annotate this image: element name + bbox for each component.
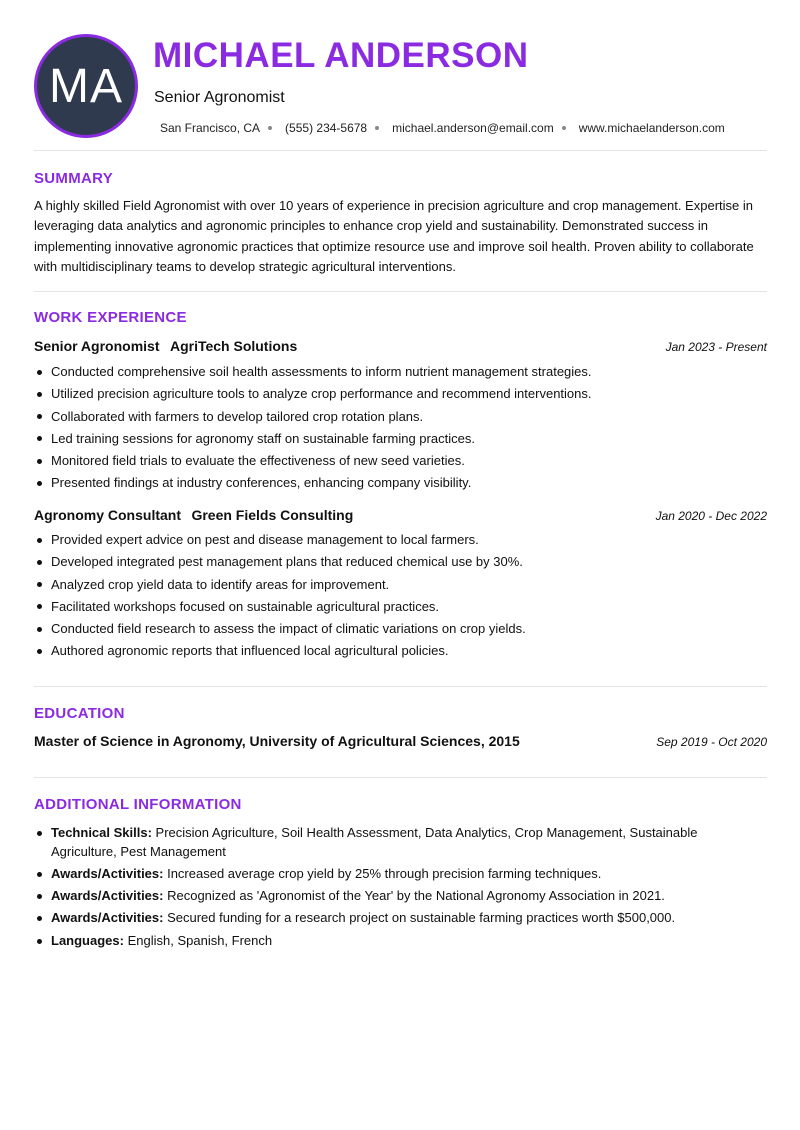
contact-phone[interactable]: (555) 234-5678 [285, 121, 368, 135]
job-bullets [34, 363, 764, 497]
list-item: Utilized precision agriculture tools to analyze crop performance and recommend interventions. [34, 385, 764, 402]
job-header [34, 507, 767, 525]
job-company: AgriTech Solutions [169, 338, 298, 354]
list-item: Collaborated with farmers to develop tailored crop rotation plans. [34, 408, 764, 425]
list-item: Presented findings at industry conferences, enhancing company visibility. [34, 474, 764, 491]
work-experience-heading: WORK EXPERIENCE [34, 309, 187, 326]
divider [34, 291, 767, 292]
additional-info-list [34, 823, 724, 953]
separator-dot [562, 126, 566, 130]
summary-heading: SUMMARY [34, 170, 114, 187]
list-item: Conducted comprehensive soil health assessments to inform nutrient management strategies. [34, 363, 764, 380]
list-item: Analyzed crop yield data to identify areas for improvement. [34, 576, 764, 593]
list-item: Provided expert advice on pest and disease management to local farmers. [34, 531, 764, 548]
contact-website[interactable]: www.michaelanderson.com [578, 121, 725, 135]
list-item: Led training sessions for agronomy staff on sustainable farming practices. [34, 430, 764, 447]
contact-location: San Francisco, CA [160, 121, 261, 135]
education-entry [34, 733, 767, 749]
avatar-initials: MA [49, 59, 123, 113]
list-item: Authored agronomic reports that influenced local agricultural policies. [34, 642, 764, 659]
list-item: Facilitated workshops focused on sustainable agricultural practices. [34, 598, 764, 615]
candidate-name: MICHAEL ANDERSON [153, 36, 529, 75]
list-item: Developed integrated pest management plans that reduced chemical use by 30%. [34, 553, 764, 570]
job-title-line [34, 338, 297, 356]
job-role: Agronomy Consultant [34, 507, 181, 523]
additional-info-heading: ADDITIONAL INFORMATION [34, 796, 242, 813]
job-bullets [34, 531, 764, 665]
info-label: Languages: [51, 933, 124, 948]
job-title-line [34, 507, 353, 525]
info-label: Technical Skills: [51, 825, 152, 840]
info-label: Awards/Activities: [51, 888, 164, 903]
education-heading: EDUCATION [34, 705, 125, 722]
job-company: Green Fields Consulting [191, 507, 354, 523]
info-label: Awards/Activities: [51, 866, 164, 881]
contact-email[interactable]: michael.anderson@email.com [392, 121, 554, 135]
list-item [34, 823, 724, 861]
info-label: Awards/Activities: [51, 910, 164, 925]
info-text: Precision Agriculture, Soil Health Assessment, Data Analytics, Crop Management, Sustainable Agriculture, Pest Management [51, 825, 698, 859]
list-item [34, 931, 724, 950]
list-item: Monitored field trials to evaluate the effectiveness of new seed varieties. [34, 452, 764, 469]
info-text: English, Spanish, French [127, 933, 273, 948]
separator-dot [375, 126, 379, 130]
list-item [34, 864, 724, 883]
divider [34, 150, 767, 151]
list-item: Conducted field research to assess the impact of climatic variations on crop yields. [34, 620, 764, 637]
education-degree: Master of Science in Agronomy, University of Agricultural Sciences, 2015 [34, 733, 520, 749]
divider [34, 777, 767, 778]
job-header [34, 338, 767, 356]
info-text: Increased average crop yield by 25% through precision farming techniques. [167, 866, 602, 881]
job-dates: Jan 2023 - Present [665, 340, 767, 354]
list-item [34, 908, 724, 927]
avatar [34, 34, 138, 138]
education-dates: Sep 2019 - Oct 2020 [656, 735, 767, 749]
list-item [34, 886, 724, 905]
candidate-title: Senior Agronomist [154, 89, 285, 106]
job-dates: Jan 2020 - Dec 2022 [655, 509, 767, 523]
contact-info [160, 121, 766, 135]
job-role: Senior Agronomist [34, 338, 160, 354]
divider [34, 686, 767, 687]
separator-dot [268, 126, 272, 130]
info-text: Secured funding for a research project on sustainable farming practices worth $500,000. [167, 910, 676, 925]
info-text: Recognized as 'Agronomist of the Year' by the National Agronomy Association in 2021. [167, 888, 665, 903]
summary-text: A highly skilled Field Agronomist with over 10 years of experience in precision agriculture and crop management. Expertise in leveraging data analytics and agronomic principles to enhance crop yield and sustainability. Demonstrated success in implementing innovative agronomic practices that optimize resource use and improve soil health. Proven ability to collaborate with multidisciplinary teams to develop strategic agricultural interventions. [34, 198, 754, 274]
